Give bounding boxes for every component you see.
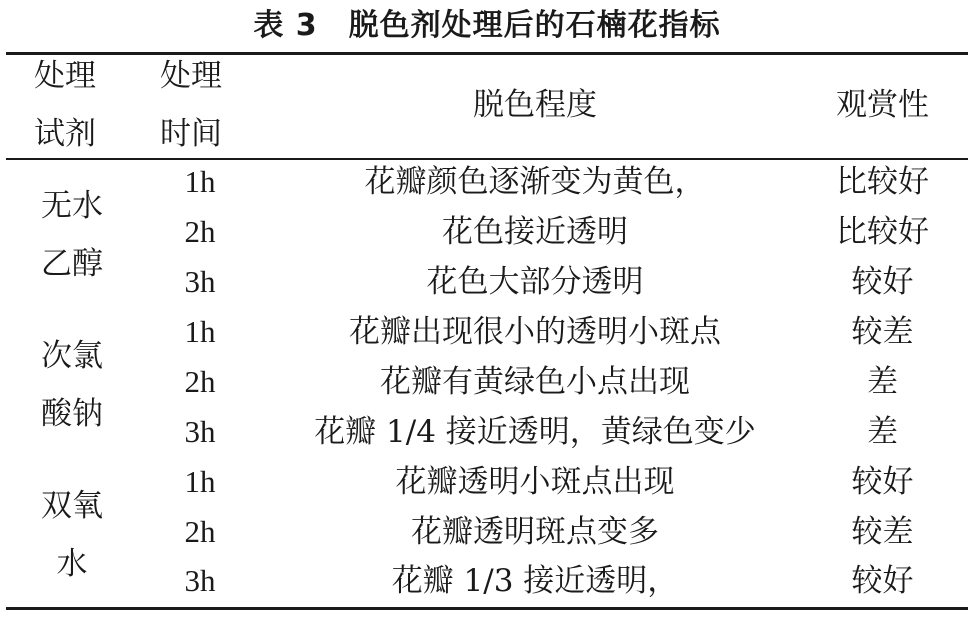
row-degree: 花瓣透明小斑点出现: [395, 464, 675, 500]
row-time: 1h: [184, 464, 216, 499]
row-degree: 花瓣颜色逐渐变为黄色，: [364, 164, 706, 200]
row-view: 较好: [851, 264, 914, 300]
row-view: 较好: [851, 563, 914, 599]
group-label: 乙醇: [41, 246, 103, 282]
group-label: 无水: [41, 188, 103, 224]
group-label: 双氧: [41, 488, 103, 524]
header-reagent-line2: 试剂: [34, 116, 96, 152]
group-label: 酸钠: [41, 396, 103, 432]
row-degree: 花色大部分透明: [426, 264, 644, 300]
row-time: 3h: [184, 563, 216, 598]
row-degree: 花瓣有黄绿色小点出现: [380, 364, 690, 400]
row-time: 1h: [184, 314, 216, 349]
header-degree: 脱色程度: [473, 87, 597, 123]
row-view: 比较好: [836, 214, 929, 250]
row-view: 比较好: [836, 164, 929, 200]
top-rule: [6, 52, 968, 55]
row-time: 1h: [184, 164, 216, 199]
header-time-line1: 处理: [160, 58, 222, 94]
header-rule: [6, 158, 968, 160]
row-degree: 花瓣 1/4 接近透明，黄绿色变少: [314, 414, 756, 450]
row-degree: 花瓣 1/3 接近透明，: [391, 563, 679, 599]
row-time: 2h: [184, 364, 216, 399]
group-label: 次氯: [41, 338, 103, 374]
bottom-rule: [6, 607, 968, 610]
row-time: 2h: [184, 214, 216, 249]
table-caption: 表 3 脱色剂处理后的石楠花指标: [253, 8, 721, 43]
row-degree: 花瓣出现很小的透明小斑点: [349, 314, 721, 350]
row-view: 较好: [851, 464, 914, 500]
group-label: 水: [56, 546, 88, 582]
row-time: 2h: [184, 514, 216, 549]
row-view: 差: [867, 414, 898, 450]
header-view: 观赏性: [836, 87, 929, 123]
header-time-line2: 时间: [160, 116, 222, 152]
row-time: 3h: [184, 264, 216, 299]
row-degree: 花瓣透明斑点变多: [411, 514, 659, 550]
row-view: 较差: [851, 314, 914, 350]
row-view: 较差: [851, 514, 914, 550]
row-degree: 花色接近透明: [442, 214, 628, 250]
row-time: 3h: [184, 414, 216, 449]
row-view: 差: [867, 364, 898, 400]
header-reagent-line1: 处理: [34, 58, 96, 94]
